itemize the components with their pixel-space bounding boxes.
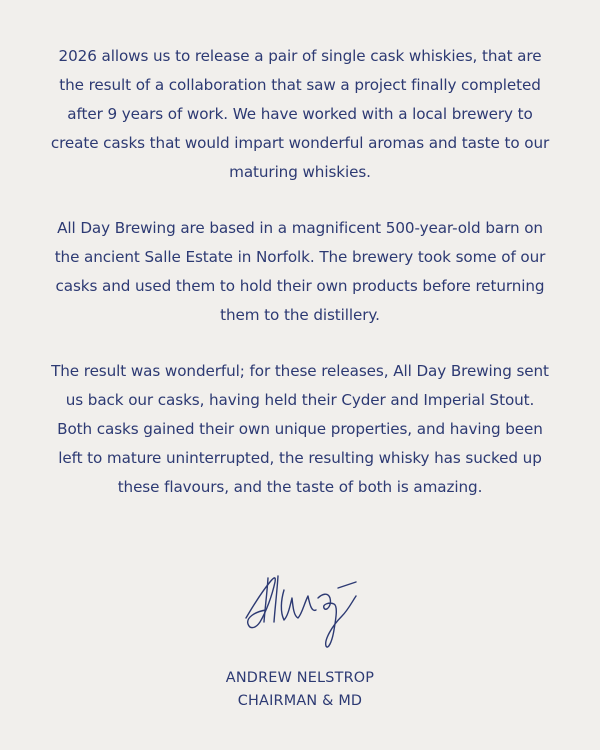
paragraph-intro: 2026 allows us to release a pair of single cask whiskies, that are the result of a collaboration that saw a project finally completed after 9 years of work. We have worked with a local brewery to create casks that would impart wonderful aromas and taste to our maturing whiskies.: [50, 47, 550, 181]
signature-image: [238, 560, 362, 652]
signatory-name: ANDREW NELSTROP: [225, 670, 375, 686]
signatory-title: CHAIRMAN & MD: [237, 693, 363, 709]
letter-body: [50, 42, 550, 529]
paragraph-result: The result was wonderful; for these releases, All Day Brewing sent us back our casks, having held their Cyder and Imperial Stout. Both casks gained their own unique properties, and having been left to mature uninterrupted, the resulting whisky has sucked up these flavours, and the taste of both is amazing.: [51, 362, 549, 496]
paragraph-brewery: All Day Brewing are based in a magnificent 500-year-old barn on the ancient Salle Estate in Norfolk. The brewery took some of our casks and used them to hold their own products before returning them to the distillery.: [54, 219, 546, 324]
